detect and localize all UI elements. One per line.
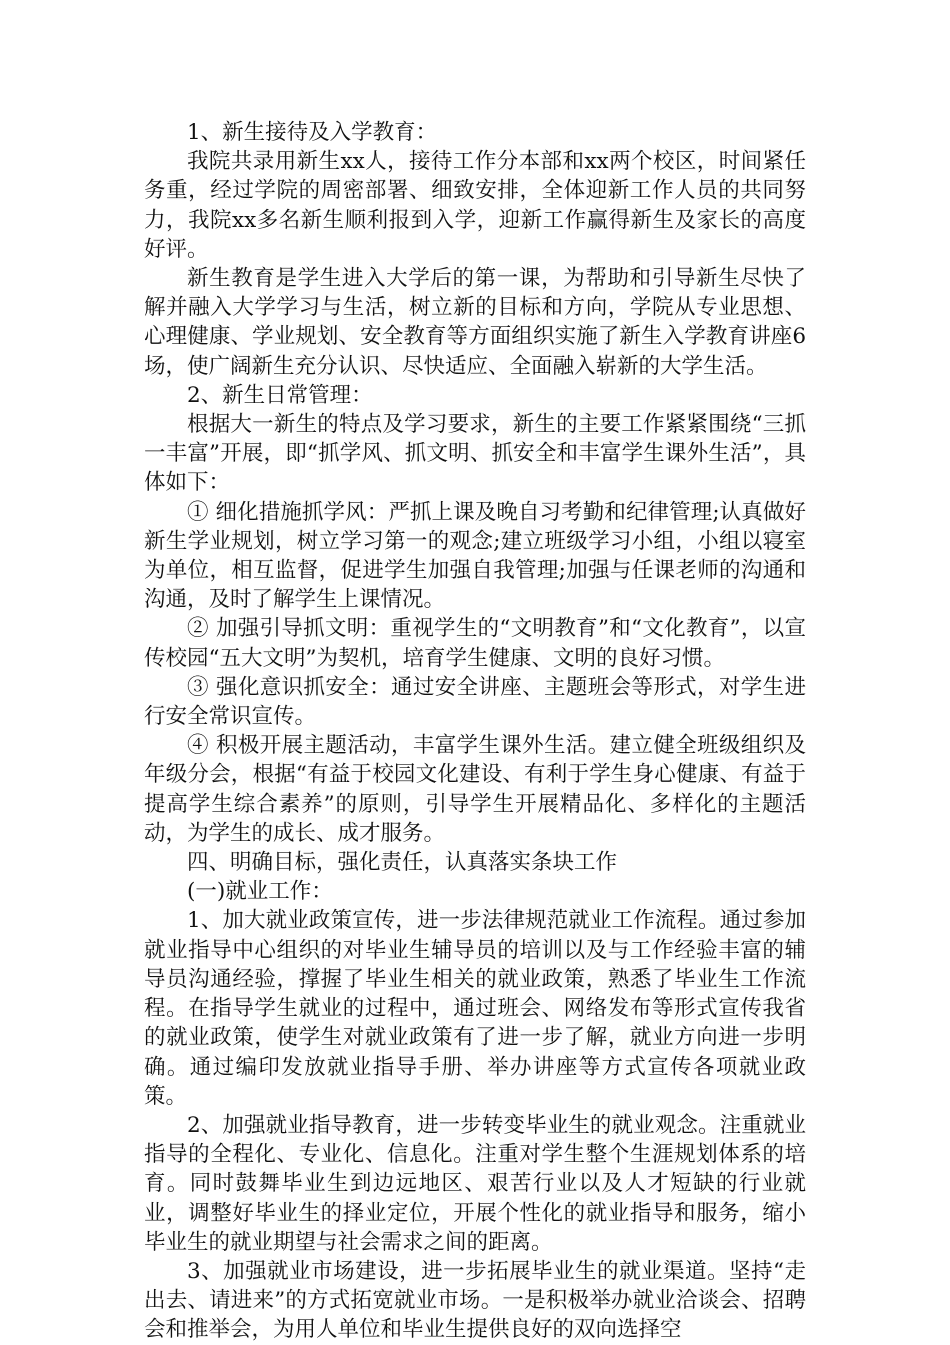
paragraph-employment-guidance: 2、加强就业指导教育，进一步转变毕业生的就业观念。注重就业指导的全程化、专业化、信息化。注重对学生整个生涯规划体系的培育。同时鼓舞毕业生到边远地区、艰苦行业以及人才短缺的行业就业，调整好毕业生的择业定位，开展个性化的就业指导和服务，缩小毕业生的就业期望与社会需求之间的距离。 (144, 1112, 806, 1255)
paragraph-employment-policy: 1、加大就业政策宣传，进一步法律规范就业工作流程。通过参加就业指导中心组织的对毕业生辅导员的培训以及与工作经验丰富的辅导员沟通经验，撑握了毕业生相关的就业政策，熟悉了毕业生工作流程。在指导学生就业的过程中，通过班会、网络发布等形式宣传我省的就业政策，使学生对就业政策有了进一步了解，就业方向进一步明确。通过编印发放就业指导手册、举办讲座等方式宣传各项就业政策。 (144, 908, 806, 1109)
section-heading-daily-management: 2、新生日常管理： (187, 382, 373, 408)
paragraph-enrollment: 我院共录用新生xx人，接待工作分本部和xx两个校区，时间紧任务重，经过学院的周密部署、细致安排，全体迎新工作人员的共同努力，我院xx多名新生顺利报到入学，迎新工作赢得新生及家长的高度好评。 (144, 149, 806, 262)
section-heading-goals: 四、明确目标，强化责任，认真落实条块工作 (187, 850, 618, 876)
paragraph-management-overview: 根据大一新生的特点及学习要求，新生的主要工作紧紧围绕“三抓一丰富”开展，即“抓学风、抓文明、抓安全和丰富学生课外生活”，具体如下： (144, 412, 806, 496)
section-heading-new-student-reception: 1、新生接待及入学教育： (187, 120, 438, 145)
paragraph-civility: ② 加强引导抓文明：重视学生的“文明教育”和“文化教育”，以宣传校园“五大文明”为契机，培育学生健康、文明的良好习惯。 (144, 616, 806, 671)
section-heading-employment: (一)就业工作： (187, 879, 333, 905)
paragraph-study-style: ① 细化措施抓学风：严抓上课及晚自习考勤和纪律管理;认真做好新生学业规划，树立学习第一的观念;建立班级学习小组，小组以寝室为单位，相互监督，促进学生加强自我管理;加强与任课老师的沟通和沟通，及时了解学生上课情况。 (144, 499, 806, 613)
paragraph-safety: ③ 强化意识抓安全：通过安全讲座、主题班会等形式，对学生进行安全常识宣传。 (144, 674, 806, 730)
document-body (144, 118, 806, 1345)
paragraph-orientation: 新生教育是学生进入大学后的第一课，为帮助和引导新生尽快了解并融入大学学习与生活，树立新的目标和方向，学院从专业思想、心理健康、学业规划、安全教育等方面组织实施了新生入学教育讲座6场，使广阔新生充分认识、尽快适应、全面融入崭新的大学生活。 (144, 266, 806, 379)
paragraph-activities: ④ 积极开展主题活动，丰富学生课外生活。建立健全班级组织及年级分会，根据“有益于校园文化建设、有利于学生身心健康、有益于提高学生综合素养”的原则，引导学生开展精品化、多样化的主题活动，为学生的成长、成才服务。 (144, 733, 806, 846)
paragraph-employment-market: 3、加强就业市场建设，进一步拓展毕业生的就业渠道。坚持“走出去、请进来”的方式拓宽就业市场。一是积极举办就业洽谈会、招聘会和推举会，为用人单位和毕业生提供良好的双向选择空 (144, 1258, 806, 1343)
